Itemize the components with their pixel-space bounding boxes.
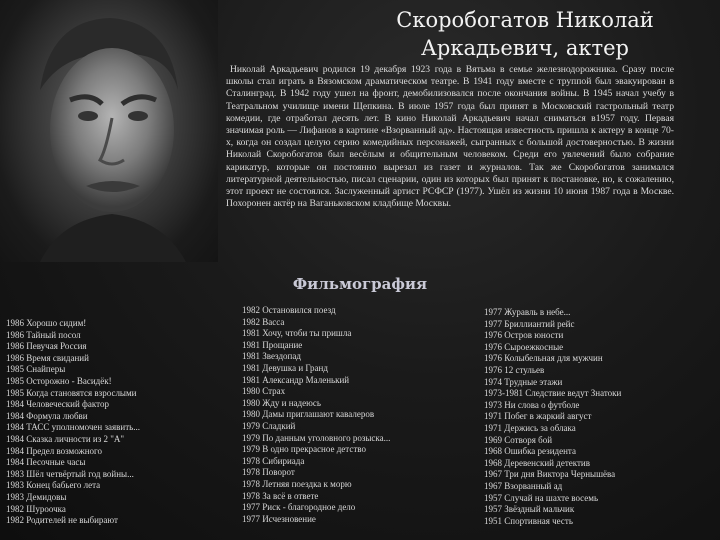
film-item: 1982 Васса: [242, 316, 285, 327]
film-item: 1985 Снайперы: [6, 364, 66, 375]
title-line-2: Аркадьевич, актер: [421, 36, 629, 60]
film-item: 1980 Дамы приглашают кавалеров: [242, 409, 375, 420]
film-item: 1982 Шуроочка: [6, 503, 66, 514]
film-item: 1984 Человеческий фактор: [6, 399, 109, 410]
film-item: 1967 Взорванный ад: [484, 480, 563, 491]
title-line-1: Скоробогатов Николай: [396, 8, 654, 32]
film-item: 1985 Когда становятся взрослыми: [6, 387, 137, 398]
film-item: 1977 Бриллиантий рейс: [484, 318, 575, 329]
filmography-column-3: [484, 307, 716, 527]
film-item: 1983 Конец бабьего лета: [6, 480, 101, 491]
filmography-column-2: [242, 305, 482, 525]
film-item: 1984 Песочные часы: [6, 457, 86, 468]
film-item: 1968 Ошибка резидента: [484, 446, 576, 457]
film-item: 1984 Предел возможного: [6, 445, 103, 456]
film-item: 1981 Звездопад: [242, 351, 301, 362]
film-item: 1986 Певучая Россия: [6, 341, 87, 352]
film-item: 1984 Сказка личности из 2 "А": [6, 433, 125, 444]
film-item: 1981 Девушка и Гранд: [242, 362, 328, 373]
actor-portrait: [0, 0, 218, 262]
film-item: 1980 Жду и надеюсь: [242, 397, 321, 408]
film-item: 1981 Хочу, чтоби ты пришла: [242, 328, 352, 339]
film-item: 1984 Формула любви: [6, 410, 88, 421]
film-item: 1977 Журавль в небе...: [484, 307, 571, 317]
film-item: 1982 Остановился поезд: [242, 305, 336, 315]
biography-text: Николай Аркадьевич родился 19 декабря 1923 года в Вятьма в семье железнодорожника. Сразу после школы стал играть в Вязомском драматическом театре. В 1941 году вместе с труппой был эвакуирован в Сталинград. В 1942 году ушел на фронт, демобилизовался после окончания войны. В 1945 начал учебу в Театральном училище имени Щепкина. В июле 1957 года был принят в Московский гастрольный театр комедии, где отработал десять лет. В кино Николай Аркадьевич начал сниматься в1957 году. Первая значимая роль — Лифанов в картине «Взорванный ад». Настоящая известность пришла к актеру в конце 70-х, когда он создал целую серию комедийных персонажей, сыгранных с большой достоверностью. В жизни Николай Скоробогатов был весёлым и общительным человеком. Среди его увлечений было собрание карикатур, которые он постоянно вырезал из газет и журналов. Так же Скоробогатов занимался литературной деятельностью, писал сценарии, один из которых был принят к постановке, но, к сожалению, этот проект не состоялся. Заслуженный артист РСФСР (1977). Ушёл из жизни 10 июня 1987 года в Москве. Похоронен актёр на Ваганьковском кладбище Москвы.: [226, 64, 674, 210]
film-item: 1983 Демидовы: [6, 491, 67, 502]
film-item: 1986 Хорошо сидим!: [6, 318, 87, 328]
film-item: 1981 Прощание: [242, 339, 303, 350]
film-item: 1977 Риск - благородное дело: [242, 502, 356, 513]
film-item: 1976 12 стульев: [484, 364, 545, 375]
film-item: 1951 Спортивная честь: [484, 515, 573, 526]
film-item: 1982 Родителей не выбирают: [6, 515, 118, 526]
film-item: 1978 Поворот: [242, 467, 295, 478]
film-item: 1957 Случай на шахте восемь: [484, 492, 599, 503]
film-item: 1978 Летняя поездка к морю: [242, 478, 352, 489]
film-item: 1984 ТАСС уполномочен заявить...: [6, 422, 141, 433]
film-item: 1985 Осторожно - Васидёк!: [6, 375, 112, 386]
film-item: 1986 Время свиданий: [6, 352, 89, 363]
film-item: 1978 За всё в ответе: [242, 490, 319, 501]
film-item: 1971 Побег в жаркий август: [484, 411, 592, 422]
film-item: 1986 Тайный посол: [6, 329, 81, 340]
film-item: 1983 Шёл четвёртый год войны...: [6, 468, 134, 479]
film-item: 1973-1981 Следствие ведут Знатоки: [484, 388, 622, 399]
film-item: 1976 Остров юности: [484, 330, 564, 341]
film-item: 1974 Трудные этажи: [484, 376, 563, 387]
actor-portrait-photo: [0, 0, 218, 262]
film-item: 1973 Ни слова о футболе: [484, 399, 580, 410]
filmography-heading: Фильмография: [292, 275, 428, 293]
film-item: 1981 Александр Маленький: [242, 374, 350, 385]
film-item: 1967 Три дня Виктора Чернышёва: [484, 469, 616, 480]
film-item: 1976 Сыроежкосные: [484, 341, 564, 352]
film-item: 1969 Сотворя бой: [484, 434, 553, 445]
filmography-column-1: [6, 318, 238, 527]
page-title: [330, 6, 720, 62]
film-item: 1979 В одно прекрасное детство: [242, 444, 366, 455]
film-item: 1979 Сладкий: [242, 420, 296, 431]
film-item: 1979 По данным уголовного розыска...: [242, 432, 391, 443]
film-item: 1971 Держись за облака: [484, 422, 576, 433]
film-item: 1978 Сибириада: [242, 455, 305, 466]
film-item: 1957 Звёздный мальчик: [484, 504, 575, 515]
film-item: 1968 Деревенский детектив: [484, 457, 591, 468]
film-item: 1980 Страх: [242, 386, 286, 397]
film-item: 1976 Колыбельная для мужчин: [484, 353, 603, 364]
film-item: 1977 Исчезновение: [242, 513, 316, 524]
